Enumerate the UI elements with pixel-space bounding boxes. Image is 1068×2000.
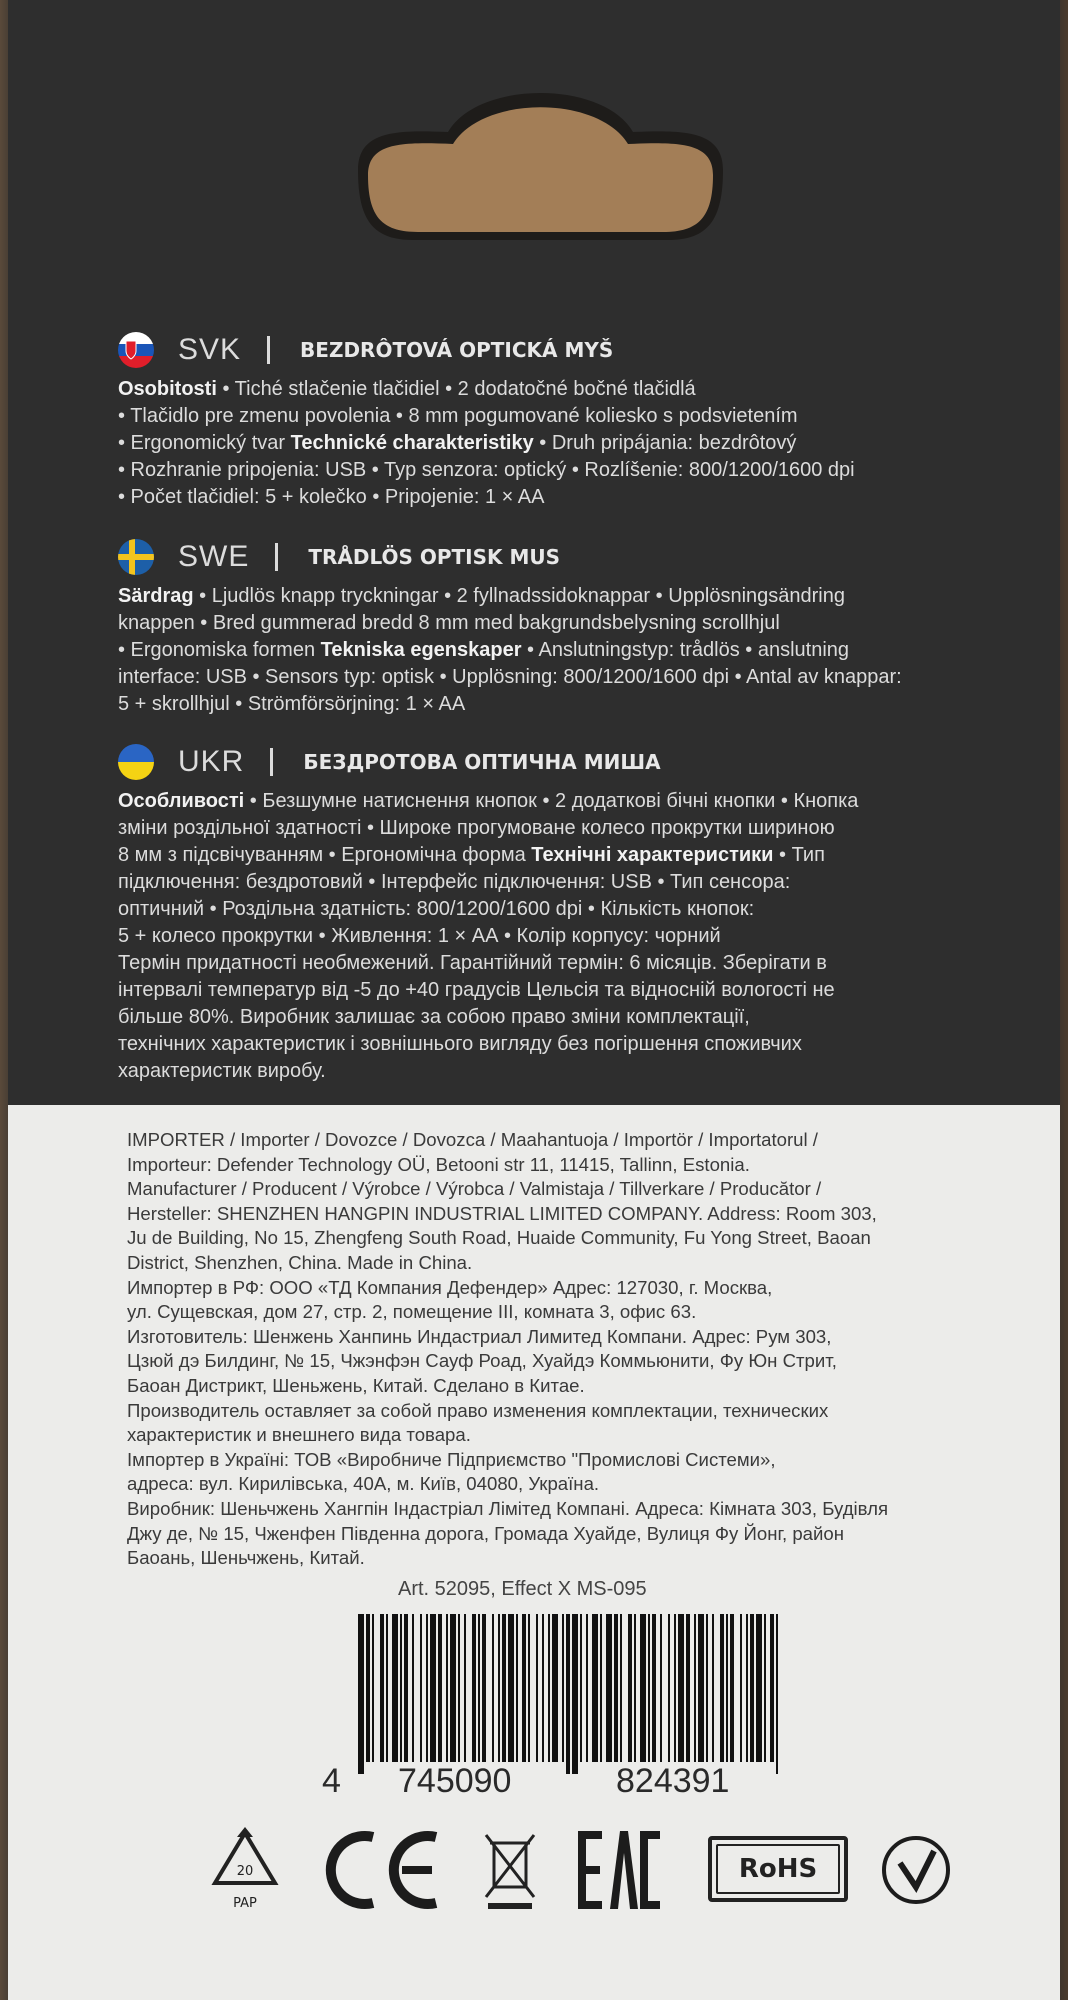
barcode-bar bbox=[694, 1614, 696, 1762]
body-text: • Tlačidlo pre zmenu povolenia • 8 mm pogumované koliesko s podsvietením bbox=[118, 405, 798, 427]
body-line bbox=[118, 788, 968, 815]
barcode-bar bbox=[492, 1614, 494, 1762]
barcode-bar bbox=[566, 1614, 570, 1774]
barcode-bar bbox=[438, 1614, 442, 1762]
barcode-bar bbox=[698, 1614, 704, 1762]
barcode-bar bbox=[740, 1614, 742, 1762]
barcode-bar bbox=[620, 1614, 622, 1762]
barcode-bar bbox=[426, 1614, 428, 1762]
importer-line: Importeur: Defender Technology OÜ, Betooni str 11, 11415, Tallinn, Estonia. bbox=[127, 1153, 750, 1175]
barcode-bar bbox=[522, 1614, 526, 1762]
barcode-bar bbox=[614, 1614, 618, 1762]
body-text: • Tiché stlačenie tlačidiel • 2 dodatočné bočné tlačidlá bbox=[216, 378, 696, 400]
body-line bbox=[118, 869, 968, 896]
barcode-bar bbox=[548, 1614, 550, 1762]
section-body bbox=[118, 788, 968, 1085]
eac-mark-icon bbox=[574, 1825, 664, 1915]
divider bbox=[270, 748, 273, 776]
barcode-bar bbox=[674, 1614, 676, 1762]
body-line bbox=[118, 977, 968, 1004]
barcode-bar bbox=[552, 1614, 558, 1762]
section-body bbox=[118, 376, 968, 511]
body-line bbox=[118, 1004, 968, 1031]
barcode-bar bbox=[720, 1614, 724, 1762]
barcode-bar bbox=[446, 1614, 448, 1762]
barcode-bar bbox=[450, 1614, 456, 1762]
barcode-bar bbox=[400, 1614, 402, 1762]
hang-hole bbox=[338, 70, 743, 255]
body-line bbox=[118, 637, 968, 664]
barcode-bar bbox=[516, 1614, 518, 1762]
bold-heading: Osobitosti bbox=[118, 378, 217, 400]
language-code: SWE bbox=[178, 540, 250, 573]
importer-line: Баоан Дистрикт, Шеньжень, Китай. Сделано в Китае. bbox=[127, 1374, 585, 1396]
body-text: оптичний • Роздільна здатність: 800/1200/1600 dpi • Кількість кнопок: bbox=[118, 898, 755, 920]
slovakia-flag-icon bbox=[118, 332, 154, 368]
body-text: технічних характеристик і зовнішнього вигляду без погіршення споживчих bbox=[118, 1033, 802, 1055]
barcode-bar bbox=[404, 1614, 408, 1762]
barcode-bar bbox=[648, 1614, 650, 1762]
importer-line: Ju de Building, No 15, Zhengfeng South Road, Huaide Community, Fu Yong Street, Baoan bbox=[127, 1227, 871, 1249]
body-text: характеристик виробу. bbox=[118, 1060, 326, 1082]
recycle-code: 20 bbox=[236, 1864, 254, 1879]
body-text: • Ergonomiska formen bbox=[118, 639, 321, 661]
barcode-bar bbox=[586, 1614, 588, 1762]
barcode-bar bbox=[366, 1614, 370, 1762]
body-line bbox=[118, 484, 968, 511]
body-text: зміни роздільної здатності • Широке прогумоване колесо прокрутки шириною bbox=[118, 817, 835, 839]
bold-heading: Особливості bbox=[118, 790, 245, 812]
section-ukr bbox=[118, 742, 968, 1085]
body-text: 8 мм з підсвічуванням • Ергономічна форма bbox=[118, 844, 532, 866]
barcode-first-digit: 4 bbox=[316, 1762, 347, 1801]
body-line bbox=[118, 457, 968, 484]
barcode-bar bbox=[746, 1614, 748, 1762]
body-line bbox=[118, 896, 968, 923]
barcode-bar bbox=[750, 1614, 754, 1762]
barcode-bar bbox=[478, 1614, 480, 1762]
barcode-bar bbox=[386, 1614, 388, 1762]
section-body bbox=[118, 583, 968, 718]
body-text: 5 + колесо прокрутки • Живлення: 1 × АА • Колір корпусу: чорний bbox=[118, 925, 721, 947]
recycle-label: PAP bbox=[233, 1896, 257, 1911]
body-text: • Druh pripájania: bezdrôtový bbox=[533, 432, 797, 454]
barcode-bar bbox=[668, 1614, 670, 1762]
barcode-bar bbox=[392, 1614, 398, 1762]
barcode-left-digits: 745090 bbox=[392, 1762, 517, 1801]
barcode-bar bbox=[660, 1614, 662, 1762]
ce-mark-icon bbox=[318, 1825, 448, 1915]
importer-line: Імпортер в Україні: ТОВ «Виробниче Підприємство "Промислові Системи», bbox=[127, 1448, 776, 1470]
language-code: SVK bbox=[178, 333, 242, 366]
barcode-bar bbox=[420, 1614, 422, 1762]
bold-heading: Tekniska egenskaper bbox=[320, 639, 522, 661]
importer-line: IMPORTER / Importer / Dovozce / Dovozca / Maahantuoja / Importör / Importatorul / bbox=[127, 1129, 818, 1150]
body-line bbox=[118, 376, 968, 403]
bold-heading: Technické charakteristiky bbox=[290, 432, 534, 454]
barcode-bar bbox=[770, 1614, 774, 1762]
barcode-bar bbox=[592, 1614, 598, 1762]
body-text: • Počet tlačidiel: 5 + kolečko • Pripojenie: 1 × AA bbox=[118, 486, 545, 508]
barcode-bar bbox=[580, 1614, 582, 1762]
importer-info bbox=[127, 1128, 957, 1571]
section-title: BEZDRÔTOVÁ OPTICKÁ MYŠ bbox=[300, 338, 614, 362]
barcode-bar bbox=[726, 1614, 728, 1762]
body-line bbox=[118, 815, 968, 842]
body-text: • Rozhranie pripojenia: USB • Typ senzora: optický • Rozlíšenie: 800/1200/1600 dpi bbox=[118, 459, 855, 481]
barcode-bar bbox=[712, 1614, 714, 1762]
barcode-bar bbox=[764, 1614, 766, 1762]
divider bbox=[267, 336, 270, 364]
importer-line: Баоань, Шеньчжень, Китай. bbox=[127, 1547, 365, 1569]
body-text: • Ljudlös knapp tryckningar • 2 fyllnadssidoknappar • Upplösningsändring bbox=[193, 585, 845, 607]
importer-line: адреса: вул. Кирилівська, 40А, м. Київ, 04080, Україна. bbox=[127, 1473, 600, 1495]
article-number: Art. 52095, Effect X MS-095 bbox=[398, 1578, 647, 1600]
barcode-bar bbox=[528, 1614, 530, 1762]
section-svk bbox=[118, 330, 968, 511]
body-text: 5 + skrollhjul • Strömförsörjning: 1 × AA bbox=[118, 693, 466, 715]
body-text: • Безшумне натиснення кнопок • 2 додаткові бічні кнопки • Кнопка bbox=[244, 790, 859, 812]
section-title: TRÅDLÖS OPTISK MUS bbox=[308, 545, 561, 569]
body-line bbox=[118, 1031, 968, 1058]
body-line bbox=[118, 950, 968, 977]
barcode-bar bbox=[498, 1614, 500, 1762]
body-line bbox=[118, 842, 968, 869]
body-text: Термін придатності необмежений. Гарантійний термін: 6 місяців. Зберігати в bbox=[118, 952, 827, 974]
body-line bbox=[118, 664, 968, 691]
rohs-mark-icon bbox=[708, 1836, 848, 1902]
body-text: підключення: бездротовий • Інтерфейс підключення: USB • Тип сенсора: bbox=[118, 871, 791, 893]
barcode-bar bbox=[600, 1614, 602, 1762]
barcode-bar bbox=[372, 1614, 374, 1762]
barcode-bar bbox=[464, 1614, 466, 1762]
importer-line: Цзюй дэ Билдинг, № 15, Чжэнфэн Сауф Роад, Хуайдэ Коммьюнити, Фу Юн Стрит, bbox=[127, 1350, 837, 1372]
barcode-bar bbox=[678, 1614, 684, 1762]
body-text: knappen • Bred gummerad bredd 8 mm med bakgrundsbelysning scrollhjul bbox=[118, 612, 780, 634]
body-text: • Anslutningstyp: trådlös • anslutning bbox=[521, 639, 850, 661]
bold-heading: Särdrag bbox=[118, 585, 194, 607]
importer-line: Изготовитель: Шенжень Ханпинь Индастриал Лимитед Компани. Адрес: Рум 303, bbox=[127, 1325, 832, 1347]
barcode-bar bbox=[508, 1614, 514, 1762]
importer-line: ул. Сущевская, дом 27, стр. 2, помещение III, комната 3, офис 63. bbox=[127, 1301, 697, 1323]
body-line bbox=[118, 430, 968, 457]
weee-bin-icon bbox=[480, 1825, 540, 1915]
section-title: БЕЗДРОТОВА ОПТИЧНА МИША bbox=[303, 750, 661, 774]
importer-line: Виробник: Шеньчжень Хангпін Індастріал Лімітед Компані. Адреса: Кімната 303, Будівля bbox=[127, 1497, 889, 1519]
sweden-flag-icon bbox=[118, 539, 154, 575]
body-text: • Ergonomický tvar bbox=[118, 432, 291, 454]
barcode-bar bbox=[606, 1614, 612, 1762]
importer-line: Производитель оставляет за собой право изменения комплектации, технических bbox=[127, 1399, 829, 1421]
barcode-bar bbox=[706, 1614, 708, 1762]
importer-line: District, Shenzhen, China. Made in China. bbox=[127, 1251, 473, 1273]
barcode-bar bbox=[628, 1614, 632, 1762]
importer-line: Импортер в РФ: ООО «ТД Компания Дефендер» Адрес: 127030, г. Москва, bbox=[127, 1276, 773, 1298]
body-line bbox=[118, 583, 968, 610]
importer-line: Manufacturer / Producent / Výrobce / Výrobca / Valmistaja / Tillverkare / Producător / bbox=[127, 1178, 822, 1200]
body-text: більше 80%. Виробник залишає за собою право зміни комплектації, bbox=[118, 1006, 750, 1028]
barcode-bar bbox=[730, 1614, 734, 1762]
barcode-bar bbox=[458, 1614, 460, 1762]
barcode-bar bbox=[686, 1614, 690, 1762]
importer-line: Джу де, № 15, Чженфен Південна дорога, Громада Хуайде, Вулиця Фу Йонг, район bbox=[127, 1522, 844, 1544]
body-line bbox=[118, 403, 968, 430]
body-line bbox=[118, 923, 968, 950]
barcode bbox=[356, 1614, 786, 1774]
body-line bbox=[118, 610, 968, 637]
body-text: interface: USB • Sensors typ: optisk • Upplösning: 800/1200/1600 dpi • Antal av knappar: bbox=[118, 666, 902, 688]
barcode-bar bbox=[652, 1614, 656, 1762]
barcode-bar bbox=[502, 1614, 506, 1762]
body-line bbox=[118, 1058, 968, 1085]
rohs-label: RoHS bbox=[738, 1854, 818, 1884]
body-text: інтервалі температур від -5 до +40 градусів Цельсія та відносній вологості не bbox=[118, 979, 835, 1001]
ukraine-flag-icon bbox=[118, 744, 154, 780]
body-text: • Тип bbox=[773, 844, 825, 866]
importer-line: Hersteller: SHENZHEN HANGPIN INDUSTRIAL LIMITED COMPANY. Address: Room 303, bbox=[127, 1202, 877, 1224]
barcode-bar bbox=[430, 1614, 436, 1762]
barcode-right-digits: 824391 bbox=[610, 1762, 735, 1801]
barcode-bar bbox=[472, 1614, 476, 1762]
barcode-bar bbox=[536, 1614, 538, 1762]
barcode-bar bbox=[572, 1614, 578, 1774]
language-code: UKR bbox=[178, 745, 245, 778]
barcode-bar bbox=[634, 1614, 636, 1762]
section-swe bbox=[118, 537, 968, 718]
divider bbox=[275, 543, 278, 571]
bold-heading: Технічні характеристики bbox=[531, 844, 774, 866]
barcode-bar bbox=[380, 1614, 384, 1762]
barcode-bar bbox=[776, 1614, 778, 1774]
ukrsepro-mark-icon bbox=[878, 1825, 954, 1915]
barcode-bar bbox=[640, 1614, 646, 1762]
barcode-bar bbox=[562, 1614, 564, 1762]
barcode-bar bbox=[482, 1614, 486, 1762]
importer-line: характеристик и внешнего вида товара. bbox=[127, 1424, 471, 1446]
body-line bbox=[118, 691, 968, 718]
barcode-bar bbox=[412, 1614, 414, 1762]
barcode-bar bbox=[358, 1614, 364, 1774]
barcode-bar bbox=[542, 1614, 544, 1762]
recycling-icon bbox=[205, 1825, 285, 1915]
barcode-bar bbox=[756, 1614, 762, 1762]
